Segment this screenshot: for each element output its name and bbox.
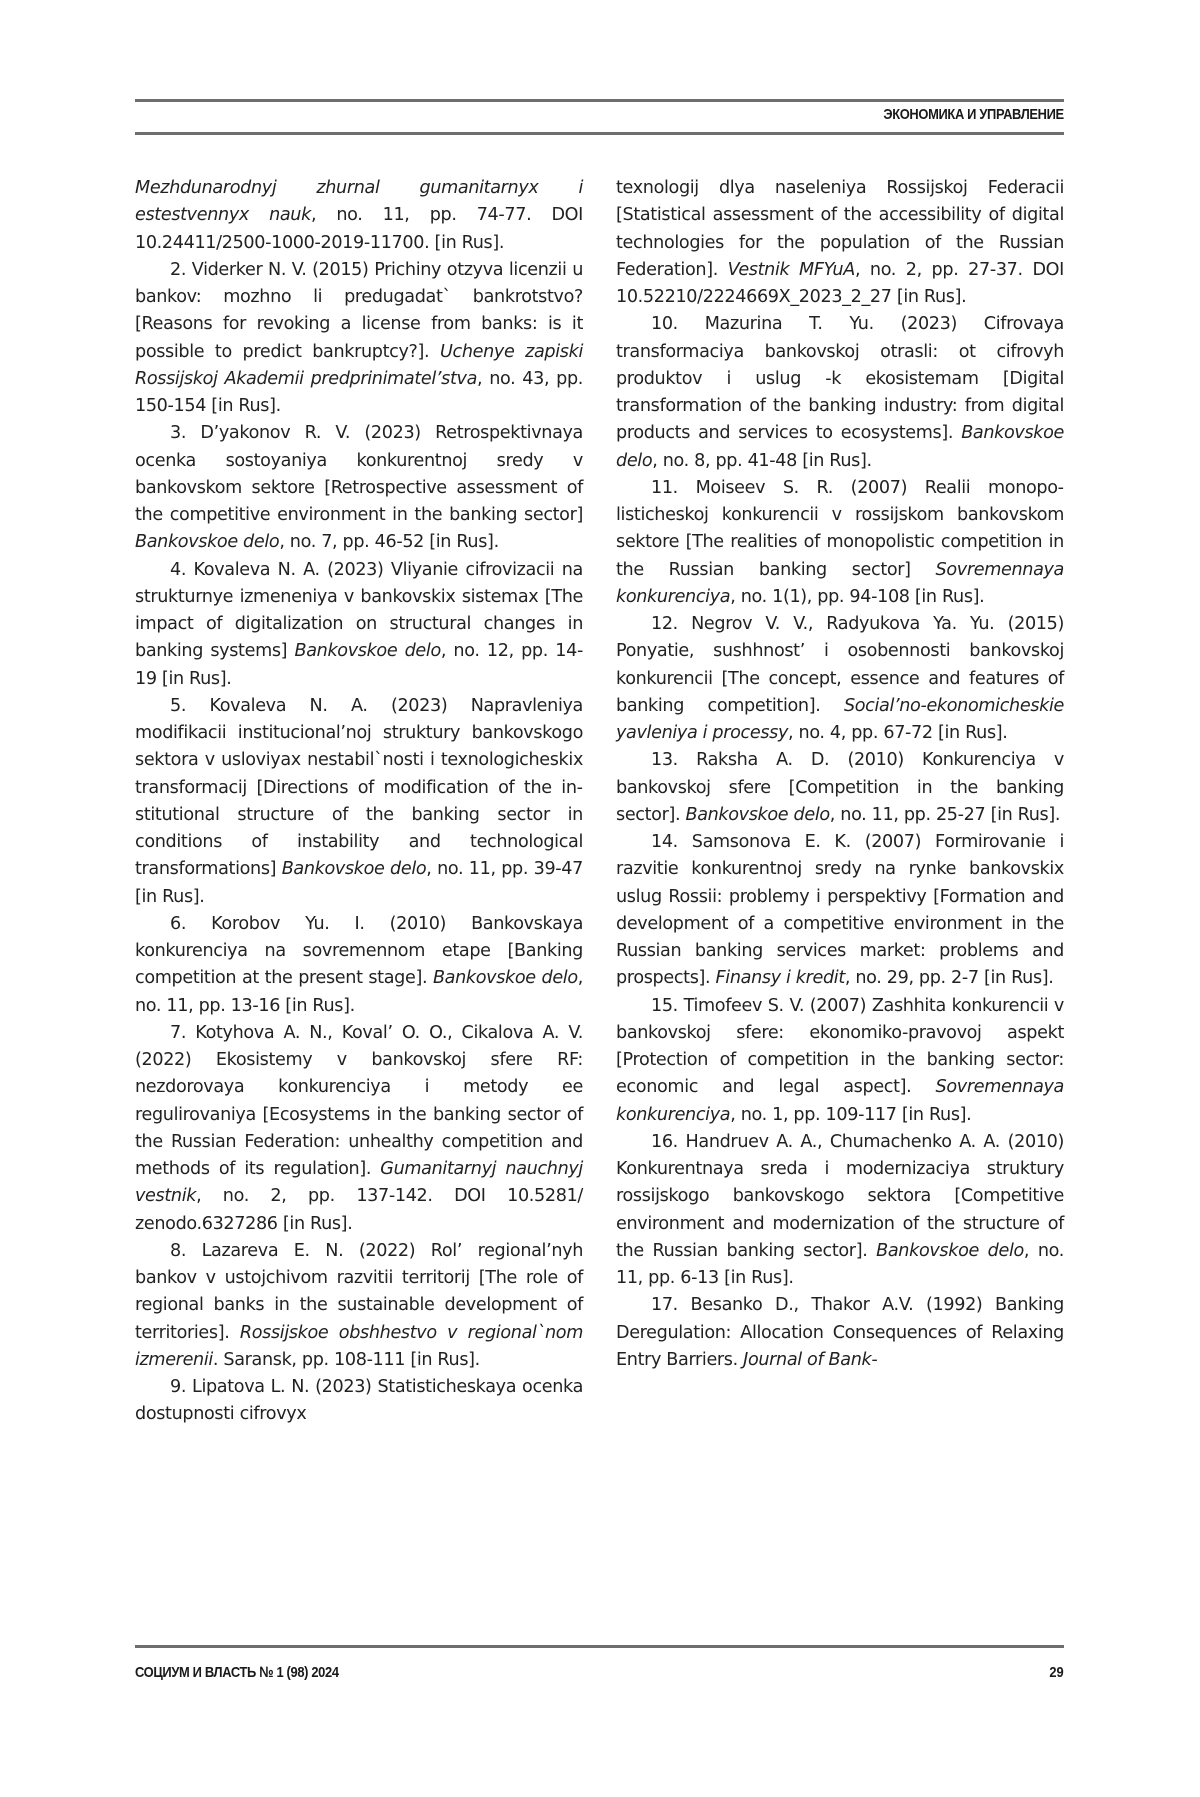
reference-item: 7. Kotyhova A. N., Koval’ O. O., Cikalova A. V. (2022) Ekosistemy v bankovskoj sfere RF: nezdorovaya konkurenciya i metody ee regulirovaniya [Ecosystems in the banking sector of the Russian Federation: unhealthy competition and methods of its regulation]. Gumanitarnyj nauchnyj vestnik, no. 2, pp. 137-142. DOI 10.5281/ zenodo.6327286 [in Rus].: [135, 1022, 583, 1234]
reference-item: 11. Moiseev S. R. (2007) Realii monopolisticheskoj konkurencii v rossijskom bankovskom sektore [The realities of monopolistic competition in the Russian banking sector] Sovremennaya konkurenciya, no. 1(1), pp. 94-108 [in Rus].: [616, 477, 1064, 607]
journal-title: Bankovskoe delo: [616, 423, 1064, 471]
journal-title: Mezhdunarodnyj zhurnal gumanitarnyx i estestvennyx nauk: [135, 178, 583, 226]
page-number: 29: [1049, 1664, 1064, 1681]
journal-title: Sovremennaya konkurenciya: [616, 1077, 1064, 1125]
journal-title: Bankovskoe delo: [281, 859, 427, 880]
journal-title: Bankovskoe delo: [135, 532, 280, 553]
reference-item: Mezhdunarodnyj zhurnal gumanitarnyx i estestvennyx nauk, no. 11, pp. 74-77. DOI 10.24411/2500-1000-2019-11700. [in Rus].: [135, 178, 583, 253]
journal-title: Bankovskoe delo: [685, 804, 830, 825]
journal-title: Social’no-ekonomicheskie yavleniya i processy: [616, 695, 1064, 743]
references-column-left: [135, 175, 583, 1429]
reference-item: 2. Viderker N. V. (2015) Prichiny otzyva licenzii u bankov: mozhno li predugadat` bankrotstvo? [Reasons for revoking a license from banks: is it possible to predict bankruptcy?]. Uchenye zapiski Rossijskoj Akademii predprinimatel’stva, no. 43, pp. 150-154 [in Rus].: [135, 259, 584, 416]
reference-item: 17. Besanko D., Thakor A.V. (1992) Banking Deregulation: Allocation Consequences of Relaxing Entry Barriers. Journal of Bank-: [616, 1295, 1064, 1370]
reference-item: 12. Negrov V. V., Radyukova Ya. Yu. (2015) Ponyatie, sushhnost’ i osobennosti bankovskoj konkurencii [The concept, essence and features of banking competition]. Social’no-ekonomicheskie yavleniya i processy, no. 4, pp. 67-72 [in Rus].: [616, 614, 1064, 743]
reference-item: 14. Samsonova E. K. (2007) Formirovanie i razvitie konkurentnoj sredy na rynke bankovskix uslug Rossii: problemy i perspektivy [Formation and development of a competitive environment in the Russian banking services market: problems and prospects]. Finansy i kredit, no. 29, pp. 2-7 [in Rus].: [616, 832, 1064, 989]
references-column-right: [616, 175, 1064, 1374]
reference-item: 3. D’yakonov R. V. (2023) Retrospektivnaya ocenka sostoyaniya konkurentnoj sredy v bankovskom sektore [Retrospective assessment of the competitive environment in the banking sector] Bankovskoe delo, no. 7, pp. 46-52 [in Rus].: [135, 423, 583, 553]
reference-item: 16. Handruev A. A., Chumachenko A. A. (2010) Konkurentnaya sreda i modernizaciya struktury rossijskogo bankovskogo sektora [Competitive environment and modernization of the structure of the Russian banking sector]. Bankovskoe delo, no. 11, pp. 6-13 [in Rus].: [616, 1131, 1064, 1288]
reference-item: 8. Lazareva E. N. (2022) Rol’ regional’nyh bankov v ustojchivom razvitii territorij [The role of regional banks in the sustainable development of territories]. Rossijskoe obshhestvo v regional`nom izmerenii. Saransk, pp. 108-111 [in Rus].: [135, 1240, 583, 1370]
journal-title: Vestnik MFYuA: [727, 259, 855, 280]
running-head-section: ЭКОНОМИКА И УПРАВЛЕНИЕ: [883, 106, 1064, 123]
footer-rule: [135, 1645, 1064, 1648]
journal-title: Uchenye zapiski Rossijskoj Akademii predprinimatel’stva: [135, 341, 583, 389]
reference-item-split: 9. Lipatova L. N. (2023) Statisticheskaya ocenka dostupnosti cifrovyx: [135, 1377, 583, 1425]
reference-item: 13. Raksha A. D. (2010) Konkurenciya v bankovskoj sfere [Competition in the banking sector]. Bankovskoe delo, no. 11, pp. 25-27 [in Rus].: [616, 750, 1064, 825]
journal-title: Gumanitarnyj nauchnyj vestnik: [135, 1159, 583, 1207]
journal-title: Bankovskoe delo: [876, 1240, 1024, 1261]
reference-item: 4. Kovaleva N. A. (2023) Vliyanie cifrovizacii na strukturnye izmeneniya v bankovskix sistemax [The impact of digitalization on structural changes in banking systems] Bankovskoe delo, no. 12, pp. 14-19 [in Rus].: [135, 559, 583, 689]
reference-item: 5. Kovaleva N. A. (2023) Napravleniya modifikacii institucional’noj struktury bankovskogo sektora v usloviyax nestabil`nosti i texnologicheskix transformacij [Directions of modification of the institutional structure of the banking sector in conditions of instability and technological transformations] Bankovskoe delo, no. 11, pp. 39-47 [in Rus].: [135, 695, 583, 907]
reference-item: 15. Timofeev S. V. (2007) Zashhita konkurencii v bankovskoj sfere: ekonomiko-pravovoj aspekt [Protection of competition in the banking sector: economic and legal aspect]. Sovremennaya konkurenciya, no. 1, pp. 109-117 [in Rus].: [616, 995, 1064, 1125]
journal-title: Bankovskoe delo: [432, 968, 578, 989]
reference-item: 10. Mazurina T. Yu. (2023) Cifrovaya transformaciya bankovskoj otrasli: ot cifrovyh produktov i uslug -k ekosistemam [Digital transformation of the banking industry: from digital products and services to ecosystems]. Bankovskoe delo, no. 8, pp. 41-48 [in Rus].: [616, 314, 1064, 471]
footer-journal-issue: СОЦИУМ И ВЛАСТЬ № 1 (98) 2024: [135, 1664, 339, 1681]
journal-title: Bankovskoe delo: [294, 641, 441, 662]
journal-title: Finansy i kredit: [715, 968, 845, 989]
reference-item: 6. Korobov Yu. I. (2010) Bankovskaya konkurenciya na sovremennom etape [Banking competition at the present stage]. Bankovskoe delo, no. 11, pp. 13-16 [in Rus].: [135, 913, 583, 1016]
header-rule-bottom: [135, 132, 1064, 135]
reference-item-continuation: texnologij dlya naseleniya Rossijskoj Federacii [Statistical assessment of the accessibility of digital technologies for the population of the Russian Federation]. Vestnik MFYuA, no. 2, pp. 27-37. DOI 10.52210/2224669X_2023_2_27 [in Rus].: [616, 178, 1065, 307]
header-rule-top: [135, 99, 1064, 102]
journal-title: Journal of Bank-: [743, 1349, 878, 1370]
journal-title: Sovremennaya konkurenciya: [616, 559, 1064, 607]
journal-title: Rossijskoe obshhestvo v regional`nom izmerenii: [135, 1322, 583, 1370]
